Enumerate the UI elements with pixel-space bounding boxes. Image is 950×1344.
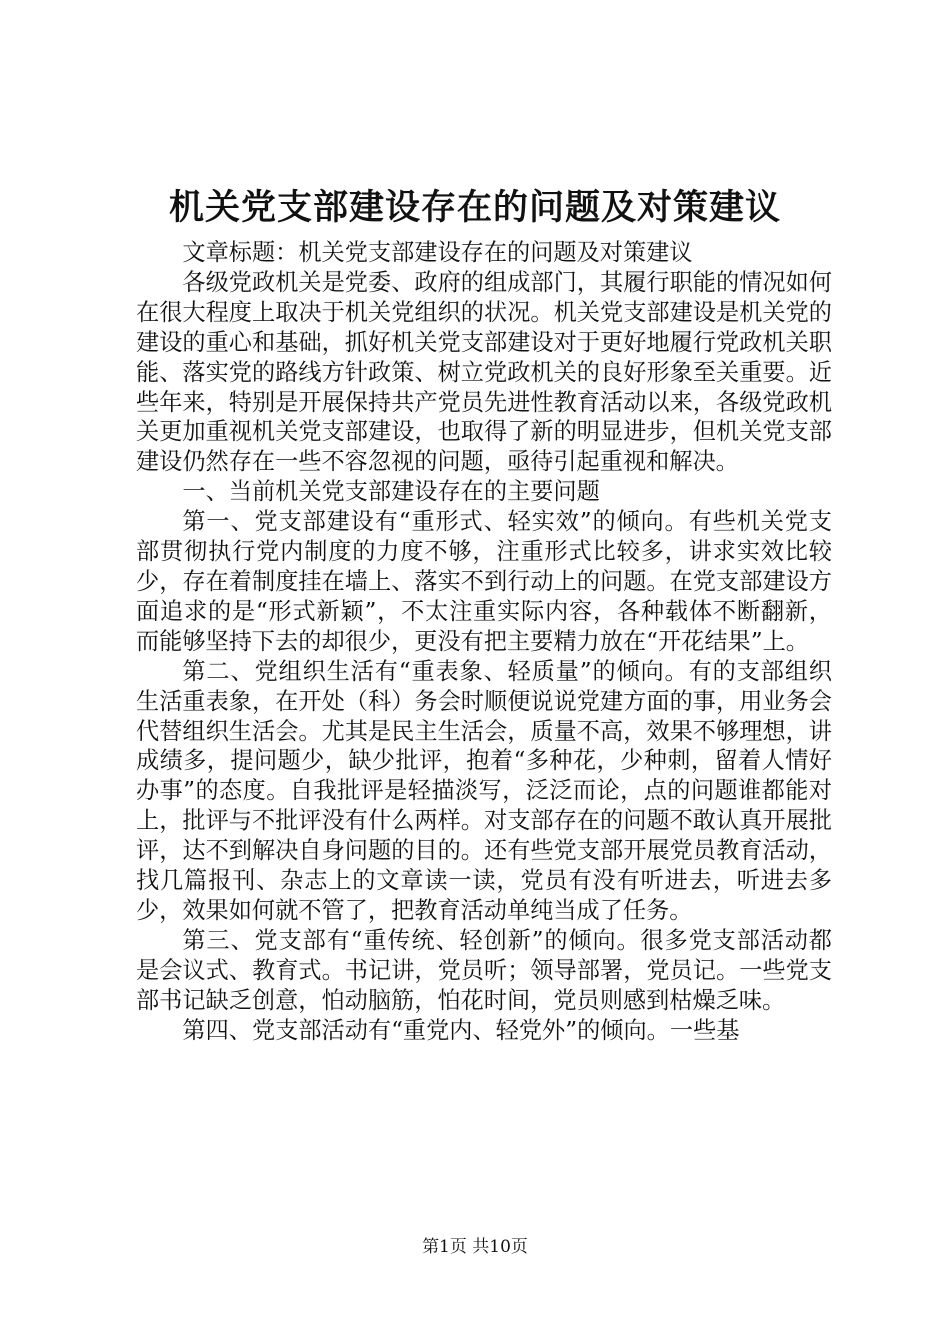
document-body <box>136 238 832 1045</box>
paragraph-point-1: 第一、党支部建设有“重形式、轻实效”的倾向。有些机关党支部贯彻执行党内制度的力度不够，注重形式比较多，讲求实效比较少，存在着制度挂在墙上、落实不到行动上的问题。在党支部建设方面追求的是“形式新颖”，不太注重实际内容，各种载体不断翻新，而能够坚持下去的却很少，更没有把主要精力放在“开花结果”上。 <box>136 508 832 655</box>
paragraph-intro: 各级党政机关是党委、政府的组成部门，其履行职能的情况如何在很大程度上取决于机关党组织的状况。机关党支部建设是机关党的建设的重心和基础，抓好机关党支部建设对于更好地履行党政机关职能、落实党的路线方针政策、树立党政机关的良好形象至关重要。近些年来，特别是开展保持共产党员先进性教育活动以来，各级党政机关更加重视机关党支部建设，也取得了新的明显进步，但机关党支部建设仍然存在一些不容忽视的问题，亟待引起重视和解决。 <box>136 268 832 476</box>
page-number-footer: 第1页 共10页 <box>422 1237 528 1257</box>
document-title: 机关党支部建设存在的问题及对策建议 <box>168 188 781 228</box>
paragraph-point-2: 第二、党组织生活有“重表象、轻质量”的倾向。有的支部组织生活重表象，在开处（科）务会时顺便说说党建方面的事，用业务会代替组织生活会。尤其是民主生活会，质量不高，效果不够理想，讲成绩多，提问题少，缺少批评，抱着“多种花，少种刺，留着人情好办事”的态度。自我批评是轻描淡写，泛泛而论，点的问题谁都能对上，批评与不批评没有什么两样。对支部存在的问题不敢认真开展批评，达不到解决自身问题的目的。还有些党支部开展党员教育活动，找几篇报刊、杂志上的文章读一读，党员有没有听进去，听进去多少，效果如何就不管了，把教育活动单纯当成了任务。 <box>136 657 832 924</box>
paragraph-point-3: 第三、党支部有“重传统、轻创新”的倾向。很多党支部活动都是会议式、教育式。书记讲，党员听；领导部署，党员记。一些党支部书记缺乏创意，怕动脑筋，怕花时间，党员则感到枯燥乏味。 <box>136 926 832 1014</box>
section-heading-1: 一、当前机关党支部建设存在的主要问题 <box>182 478 600 506</box>
article-title-line: 文章标题：机关党支部建设存在的问题及对策建议 <box>182 239 693 266</box>
paragraph-point-4: 第四、党支部活动有“重党内、轻党外”的倾向。一些基 <box>182 1016 740 1044</box>
